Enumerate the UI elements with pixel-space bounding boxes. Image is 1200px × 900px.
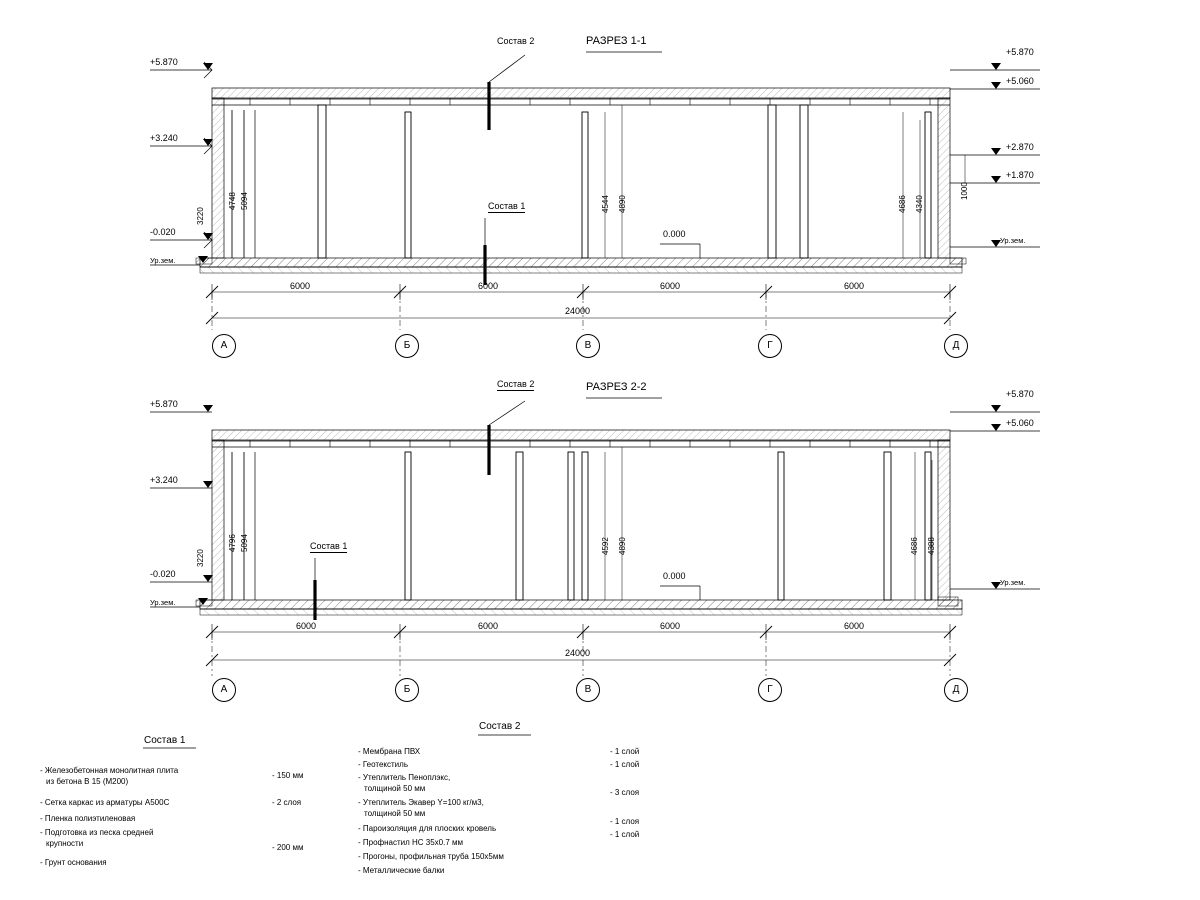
section-1-vdim-0: 3220 — [196, 207, 205, 225]
legend-sostav2-title: Состав 2 — [479, 721, 521, 732]
section-2-zero-level: 0.000 — [663, 571, 686, 581]
legend-sostav1-title: Состав 1 — [144, 735, 186, 746]
section-1-left-level-2: -0.020 — [150, 227, 176, 237]
section-1-ground-label: Ур.зем. — [150, 256, 176, 265]
section-1-right-level-1: +5.060 — [1006, 76, 1034, 86]
legend-sostav2-value-3: - 3 слоя — [610, 788, 640, 797]
legend-sostav2-value-4: - 1 слоя — [610, 817, 640, 826]
section-2-right-level-0: +5.870 — [1006, 389, 1034, 399]
section-2-sostav2-label: Состав 2 — [497, 379, 535, 389]
section-2-axis-a: А — [212, 678, 236, 702]
section-2-bay-2: 6000 — [660, 621, 681, 631]
legend-sostav2-item-0: - Мембрана ПВХ — [358, 747, 421, 756]
section-1-vdim-3: 4544 — [601, 195, 610, 213]
legend-sostav2-value-1: - 1 слой — [610, 760, 640, 769]
section-1-vdim-7: 1000 — [960, 182, 969, 200]
section-2-sostav1-label: Состав 1 — [310, 541, 348, 551]
legend-sostav2-item-3-cont: толщиной 50 мм — [364, 809, 426, 818]
legend-sostav2-item-3: - Утеплитель Экавер Y=100 кг/м3, — [358, 798, 484, 807]
section-2-bay-3: 6000 — [844, 621, 865, 631]
section-2-axis-v: В — [576, 678, 600, 702]
legend-sostav1-item-0: - Железобетонная монолитная плита — [40, 766, 179, 775]
legend-sostav1-item-3-cont: крупности — [46, 839, 84, 848]
section-2-vdim-6: 4388 — [927, 537, 936, 555]
section-2-axis-d: Д — [944, 678, 968, 702]
section-2-left-level-1: +3.240 — [150, 475, 178, 485]
legend-sostav1-item-0-cont: из бетона В 15 (М200) — [46, 777, 129, 786]
section-2-title: РАЗРЕЗ 2-2 — [586, 381, 647, 393]
section-1-title: РАЗРЕЗ 1-1 — [586, 35, 647, 47]
legend-sostav2-item-7: - Металлические балки — [358, 866, 445, 875]
section-1-axis-g: Г — [758, 334, 782, 358]
section-1-vdim-2: 5094 — [240, 192, 249, 210]
section-2-left-level-2: -0.020 — [150, 569, 176, 579]
legend-sostav2-item-4: - Пароизоляция для плоских кровель — [358, 824, 497, 833]
legend-sostav2-item-2: - Утеплитель Пеноплэкс, — [358, 773, 451, 782]
legend-sostav2-item-2-cont: толщиной 50 мм — [364, 784, 426, 793]
section-1-ground-label-right: Ур.зем. — [1000, 236, 1026, 245]
section-1-total-dim: 24000 — [565, 306, 591, 316]
section-2-right-level-1: +5.060 — [1006, 418, 1034, 428]
legend-sostav1-value-1: - 2 слоя — [272, 798, 302, 807]
section-1-vdim-1: 4748 — [228, 192, 237, 210]
section-1-vdim-4: 4890 — [618, 195, 627, 213]
section-1-axis-b: Б — [395, 334, 419, 358]
section-1-left-level-0: +5.870 — [150, 57, 178, 67]
section-2-vdim-3: 4592 — [601, 537, 610, 555]
section-2-axis-g: Г — [758, 678, 782, 702]
section-1-bay-3: 6000 — [844, 281, 865, 291]
section-1-vdim-5: 4686 — [898, 195, 907, 213]
section-1-axis-d: Д — [944, 334, 968, 358]
section-1-vdim-6: 4340 — [915, 195, 924, 213]
section-2-vdim-4: 4890 — [618, 537, 627, 555]
section-1-left-level-1: +3.240 — [150, 133, 178, 143]
section-2-total-dim: 24000 — [565, 648, 591, 658]
section-2-bay-0: 6000 — [296, 621, 317, 631]
legend-sostav2-value-0: - 1 слой — [610, 747, 640, 756]
legend-sostav2-item-1: - Геотекстиль — [358, 760, 408, 769]
section-2-vdim-5: 4686 — [910, 537, 919, 555]
section-2-ground-label: Ур.зем. — [150, 598, 176, 607]
section-2-ground-label-right: Ур.зем. — [1000, 578, 1026, 587]
section-1-bay-2: 6000 — [660, 281, 681, 291]
section-1-right-level-3: +1.870 — [1006, 170, 1034, 180]
section-1-right-level-0: +5.870 — [1006, 47, 1034, 57]
section-1-bay-0: 6000 — [290, 281, 311, 291]
section-1-axis-v: В — [576, 334, 600, 358]
section-2-vdim-0: 3220 — [196, 549, 205, 567]
section-1-bay-1: 6000 — [478, 281, 499, 291]
section-1-sostav1-label: Состав 1 — [488, 201, 526, 211]
section-1-axis-a: А — [212, 334, 236, 358]
section-1-sostav2-label: Состав 2 — [497, 36, 535, 46]
section-1-right-level-2: +2.870 — [1006, 142, 1034, 152]
section-2-axis-b: Б — [395, 678, 419, 702]
legend-sostav2-item-6: - Прогоны, профильная труба 150х5мм — [358, 852, 504, 861]
section-2-vdim-1: 4796 — [228, 534, 237, 552]
section-2-left-level-0: +5.870 — [150, 399, 178, 409]
legend-sostav1-value-0: - 150 мм — [272, 771, 304, 780]
section-2-vdim-2: 5094 — [240, 534, 249, 552]
legend-sostav1-item-3: - Подготовка из песка средней — [40, 828, 154, 837]
legend-sostav1-value-3: - 200 мм — [272, 843, 304, 852]
legend-sostav1-item-1: - Сетка каркас из арматуры А500С — [40, 798, 170, 807]
section-1-zero-level: 0.000 — [663, 229, 686, 239]
legend-sostav2-item-5: - Профнастил НС 35х0.7 мм — [358, 838, 464, 847]
legend-sostav1-item-4: - Грунт основания — [40, 858, 107, 867]
legend-sostav2-value-5: - 1 слой — [610, 830, 640, 839]
legend-sostav1-item-2: - Пленка полиэтиленовая — [40, 814, 136, 823]
section-2-bay-1: 6000 — [478, 621, 499, 631]
